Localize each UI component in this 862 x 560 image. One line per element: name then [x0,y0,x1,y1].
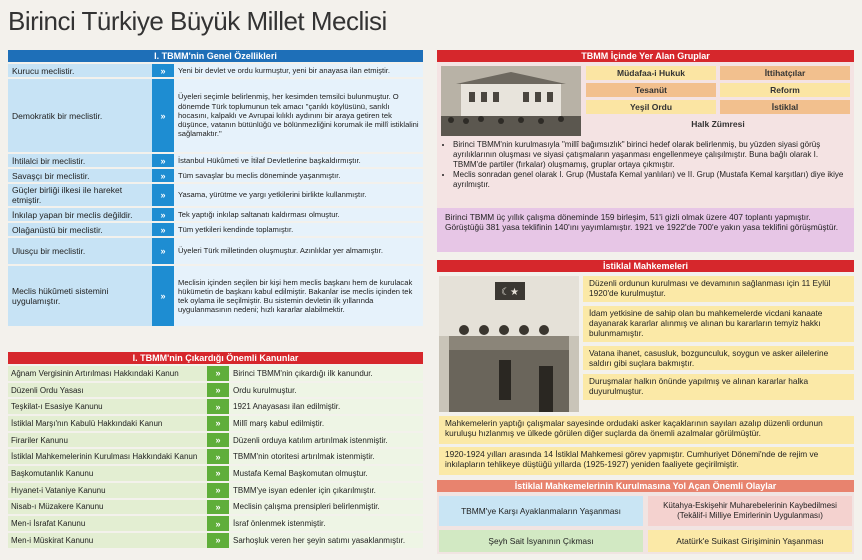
law-row [8,500,423,515]
arrow-icon: » [207,449,229,464]
sessions-note: Birinci TBMM üç yıllık çalışma döneminde 159 birleşim, 51'i gizli olmak üzere 407 toplantı yapmıştır. Görüştüğü 381 yasa teklifinin 140'ını yayımlamıştır. 1921 ve 1922'de 700'e yakın yasa teklifini görüşmüştür. [437,208,854,252]
law-row [8,533,423,548]
law-description: Ordu kurulmuştur. [229,383,423,398]
law-row [8,399,423,414]
group-mudafaa: Müdafaa-i Hukuk [586,66,716,80]
feature-label: İnkılap yapan bir meclis değildir. [8,208,152,221]
arrow-icon: » [207,399,229,414]
law-name: Men-i İsrafat Kanunu [8,516,207,531]
svg-text:☾★: ☾★ [501,287,519,298]
feature-row [8,64,423,77]
feature-label: Meclis hükûmeti sistemini uygulamıştır. [8,266,152,326]
groups-bullets [437,138,854,192]
arrow-icon: » [152,64,174,77]
law-description: Sarhoşluk veren her şeyin satımı yasaklanmıştır. [229,533,423,548]
laws-header: I. TBMM'nin Çıkardığı Önemli Kanunlar [8,352,423,364]
law-row [8,516,423,531]
court-photo [439,276,579,412]
istiklal-item: İdam yetkisine de sahip olan bu mahkemelerde vicdani kanaate dayanarak kararlar alınmış ve alınan bu kararların temyiz hakkı bulunmamıştır. [583,306,854,342]
law-name: İstiklal Mahkemelerinin Kurulması Hakkındaki Kanun [8,449,207,464]
arrow-icon: » [207,433,229,448]
law-description: 1921 Anayasası ilan edilmiştir. [229,399,423,414]
istiklal-result: Mahkemelerin yaptığı çalışmalar sayesinde ordudaki asker kaçaklarının sayıları azalıp düzenli ordunun kuruluşu hızlanmış ve ülkede görülen diğer suçlarda da önemli azalmalar görülmüştür. [439,416,854,444]
law-description: TBMM'nin otoritesi artırılmak istenmiştir. [229,449,423,464]
arrow-icon: » [207,483,229,498]
arrow-icon: » [207,500,229,515]
arrow-icon: » [207,516,229,531]
feature-description: Yeni bir devlet ve ordu kurmuştur, yeni bir anayasa ilan etmiştir. [174,64,423,77]
laws-section [8,352,423,548]
feature-label: Demokratik bir meclistir. [8,79,152,152]
arrow-icon: » [207,416,229,431]
groups-section [437,50,854,252]
law-description: Mustafa Kemal Başkomutan olmuştur. [229,466,423,481]
feature-description: İstanbul Hükûmeti ve İtilaf Devletlerine başkaldırmıştır. [174,154,423,167]
groups-bullet: • Meclis sonradan genel olarak I. Grup (Mustafa Kemal yanlıları) ve II. Grup (Mustafa Kemal karşıtları) diye ikiye ayrılmıştır. [453,170,848,190]
feature-row [8,238,423,264]
feature-description: Tüm yetkileri kendinde toplamıştır. [174,223,423,236]
group-tesanut: Tesanüt [586,83,716,97]
law-name: Başkomutanlık Kanunu [8,466,207,481]
law-description: İsraf önlenmek istenmiştir. [229,516,423,531]
arrow-icon: » [152,79,174,152]
law-name: Nisab-ı Müzakere Kanunu [8,500,207,515]
law-row [8,366,423,381]
feature-description: Üyeleri Türk milletinden oluşmuştur. Azınlıklar yer almamıştır. [174,238,423,264]
istiklal-item: Düzenli ordunun kurulması ve devamının sağlanması için 11 Eylül 1920'de kurulmuştur. [583,276,854,302]
arrow-icon: » [152,184,174,206]
feature-row [8,79,423,152]
feature-description: Meclisin içinden seçilen bir kişi hem meclis başkanı hem de kurulacak hükümetin de başkanı kabul edilmiştir. Bakanlar ise meclis içinden tek tek oylama ile seçilmiştir. Bu sistemin devletin ilk yıllarında uygulanmasının nedeni; hızlı kararlar alabilmektir. [174,266,423,326]
law-name: Ağnam Vergisinin Artırılması Hakkındaki Kanun [8,366,207,381]
law-row [8,383,423,398]
arrow-icon: » [152,169,174,182]
arrow-icon: » [152,238,174,264]
law-row [8,416,423,431]
general-features-header: I. TBMM'nin Genel Özellikleri [8,50,423,62]
law-row [8,466,423,481]
reason-seyh-sait: Şeyh Sait İsyanının Çıkması [439,530,643,552]
law-row [8,483,423,498]
arrow-icon: » [152,266,174,326]
feature-label: Ulusçu bir meclistir. [8,238,152,264]
feature-row [8,154,423,167]
reasons-section [437,480,854,554]
law-name: Men-i Müskirat Kanunu [8,533,207,548]
istiklal-item: Vatana ihanet, casusluk, bozgunculuk, soygun ve asker ailelerine saldırı gibi suçlara bakmıştır. [583,346,854,370]
feature-label: İhtilalci bir meclistir. [8,154,152,167]
reasons-header: İstiklal Mahkemelerinin Kurulmasına Yol Açan Önemli Olaylar [437,480,854,492]
group-ittihatcilar: İttihatçılar [720,66,850,80]
groups-header: TBMM İçinde Yer Alan Gruplar [437,50,854,62]
general-features-section [8,50,423,326]
feature-row [8,223,423,236]
arrow-icon: » [152,223,174,236]
law-name: Düzenli Ordu Yasası [8,383,207,398]
feature-description: Üyeleri seçimle belirlenmiş, her kesimden temsilci bulunmuştur. O dönemde Türk toplumunun tek amacı "çarıklı köylüsünü, sarıklı hocasını, kalpaklı ve Avrupai kılıklı aydınını bir araya getiren tek düşünce, vatanın bütünlüğü ve bölünmezliğini korumak ile millî istiklalini sağlamaktır." [174,79,423,152]
feature-label: Kurucu meclistir. [8,64,152,77]
law-name: Hıyanet-i Vataniye Kanunu [8,483,207,498]
arrow-icon: » [207,533,229,548]
arrow-icon: » [207,366,229,381]
arrow-icon: » [152,208,174,221]
feature-row [8,208,423,221]
arrow-icon: » [207,466,229,481]
group-halk-zumresi: Halk Zümresi [586,117,850,131]
group-istiklal: İstiklal [720,100,850,114]
feature-description: Tüm savaşlar bu meclis döneminde yaşanmıştır. [174,169,423,182]
law-row [8,449,423,464]
feature-row [8,184,423,206]
law-row [8,433,423,448]
istiklal-item: Duruşmalar halkın önünde yapılmış ve alınan kararlar halka duyurulmuştur. [583,374,854,400]
reason-kutahya: Kütahya-Eskişehir Muharebelerinin Kaybedilmesi (Tekâlif-i Milliye Emirlerinin Uygulanması) [648,496,852,526]
group-reform: Reform [720,83,850,97]
group-yesil-ordu: Yeşil Ordu [586,100,716,114]
feature-label: Güçler birliği ilkesi ile hareket etmiştir. [8,184,152,206]
reason-uprisings: TBMM'ye Karşı Ayaklanmaların Yaşanması [439,496,643,526]
assembly-building-photo [441,66,581,136]
feature-row [8,169,423,182]
feature-description: Yasama, yürütme ve yargı yetkilerini birlikte kullanmıştır. [174,184,423,206]
groups-bullet: • Birinci TBMM'nin kurulmasıyla "millî bağımsızlık" birinci hedef olarak belirlenmiş, bu yüzden siyasi görüş ayrılıklarının oluşması ve siyasi çatışmaların yaşanması engellenmeye çalışılmıştır. Buna bağlı olarak I. TBMM'de partiler (fırkalar) oluşmamış, gruplar ortaya çıkmıştır. [453,140,848,170]
arrow-icon: » [207,383,229,398]
law-description: Düzenli orduya katılım artırılmak istenmiştir. [229,433,423,448]
istiklal-header: İstiklal Mahkemeleri [437,260,854,272]
istiklal-history: 1920-1924 yılları arasında 14 İstiklal Mahkemesi görev yapmıştır. Cumhuriyet Dönemi'nde de rejim ve inkılapların tehlikeye düştüğü yıllarda (1925-1927) yeniden faaliyete geçirilmiştir. [439,447,854,475]
feature-label: Savaşçı bir meclistir. [8,169,152,182]
law-name: İstiklal Marşı'nın Kabulü Hakkındaki Kanun [8,416,207,431]
page-title: Birinci Türkiye Büyük Millet Meclisi [8,6,387,36]
feature-label: Olağanüstü bir meclistir. [8,223,152,236]
law-description: TBMM'ye isyan edenler için çıkarılmıştır. [229,483,423,498]
law-description: Meclisin çalışma prensipleri belirlenmiştir. [229,500,423,515]
reason-assassination: Atatürk'e Suikast Girişiminin Yaşanması [648,530,852,552]
law-description: Millî marş kabul edilmiştir. [229,416,423,431]
feature-row [8,266,423,326]
law-name: Firariler Kanunu [8,433,207,448]
arrow-icon: » [152,154,174,167]
law-name: Teşkilat-ı Esasiye Kanunu [8,399,207,414]
law-description: Birinci TBMM'nin çıkardığı ilk kanundur. [229,366,423,381]
istiklal-section [437,260,854,475]
feature-description: Tek yaptığı inkılap saltanatı kaldırması olmuştur. [174,208,423,221]
